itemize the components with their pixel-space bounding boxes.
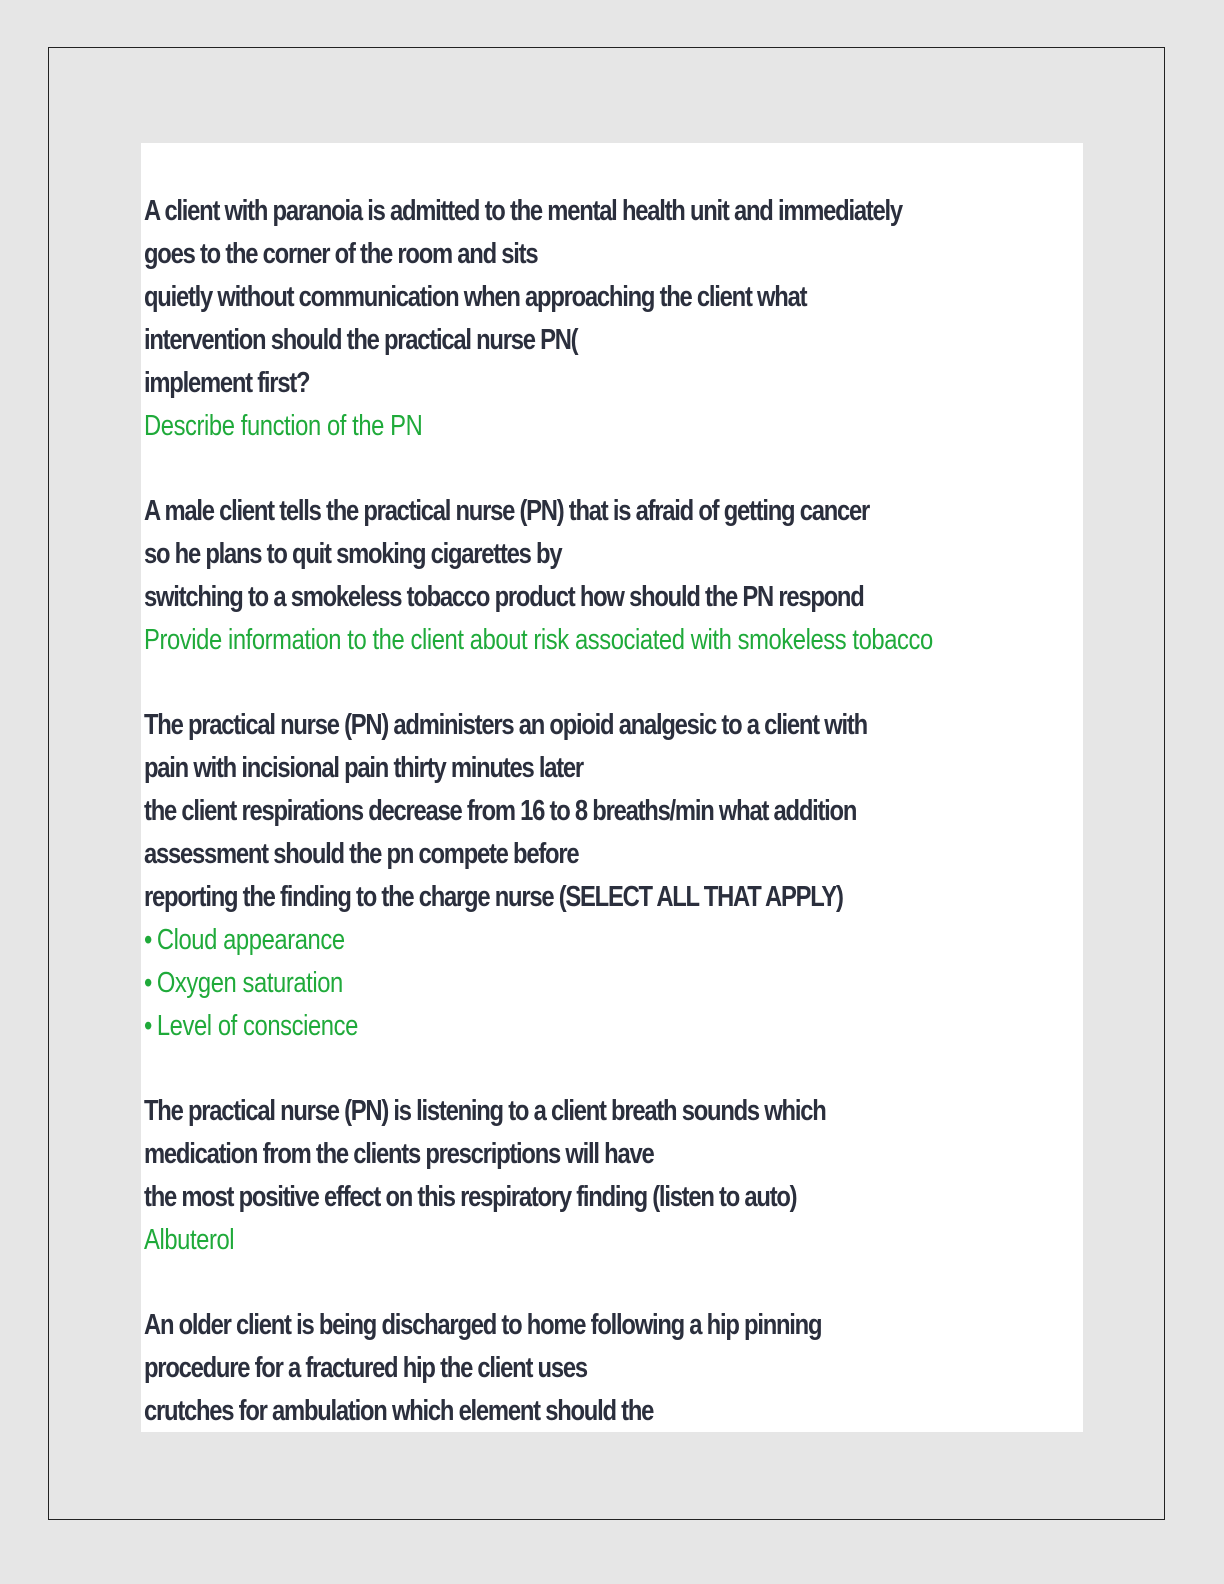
question-line: medication from the clients prescriptions will have (144, 1138, 654, 1170)
question-line: implement first? (144, 367, 310, 399)
spacer (144, 1262, 1083, 1304)
question-line: reporting the finding to the charge nurse (SELECT ALL THAT APPLY) (144, 881, 843, 913)
answer-line: Describe function of the PN (144, 410, 423, 442)
question-block-2 (144, 490, 1083, 662)
question-line: the most positive effect on this respiratory finding (listen to auto) (144, 1181, 797, 1213)
question-line: goes to the corner of the room and sits (144, 238, 538, 270)
answer-line: Provide information to the client about risk associated with smokeless tobacco (144, 624, 933, 656)
answer-bullet-text: Level of conscience (156, 1010, 358, 1042)
spacer (144, 662, 1083, 704)
spacer (144, 1048, 1083, 1090)
question-line: procedure for a fractured hip the client uses (144, 1352, 587, 1384)
question-block-1 (144, 190, 1083, 448)
question-line: crutches for ambulation which element should the (144, 1395, 654, 1427)
answer-bullet-text: Oxygen saturation (156, 967, 343, 999)
question-block-3 (144, 704, 1083, 1048)
question-line: The practical nurse (PN) is listening to a client breath sounds which (144, 1095, 826, 1127)
question-line: An older client is being discharged to home following a hip pinning (144, 1309, 822, 1341)
bullet-icon: • (144, 1010, 152, 1042)
question-line: pain with incisional pain thirty minutes later (144, 752, 583, 784)
question-line: assessment should the pn compete before (144, 838, 579, 870)
spacer (144, 448, 1083, 490)
answer-bullet-item (144, 919, 914, 962)
answer-line: Albuterol (144, 1224, 235, 1256)
answer-bullet-item (144, 1005, 914, 1048)
question-line: quietly without communication when approaching the client what (144, 281, 807, 313)
question-block-4 (144, 1090, 1083, 1262)
bullet-icon: • (144, 924, 152, 956)
document-page (141, 143, 1083, 1432)
question-line: A client with paranoia is admitted to the mental health unit and immediately (144, 195, 902, 227)
answer-bullet-item (144, 962, 914, 1005)
question-line: switching to a smokeless tobacco product how should the PN respond (144, 581, 864, 613)
question-block-5 (144, 1304, 1083, 1432)
question-line: A male client tells the practical nurse (PN) that is afraid of getting cancer (144, 495, 870, 527)
question-line: so he plans to quit smoking cigarettes by (144, 538, 562, 570)
answer-bullet-text: Cloud appearance (156, 924, 345, 956)
question-line: the client respirations decrease from 16 to 8 breaths/min what addition (144, 795, 857, 827)
question-line: The practical nurse (PN) administers an opioid analgesic to a client with (144, 709, 867, 741)
bullet-icon: • (144, 967, 152, 999)
question-line: intervention should the practical nurse PN( (144, 324, 578, 356)
